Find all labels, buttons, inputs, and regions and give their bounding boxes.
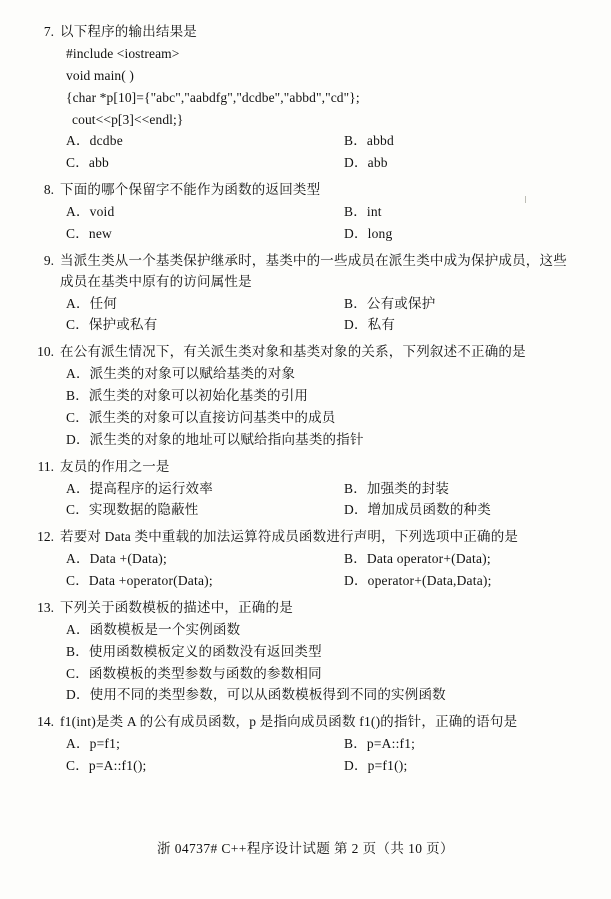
question-9-header bbox=[34, 251, 577, 293]
question-11-number: 11. bbox=[37, 458, 54, 474]
option-a-text: 提高程序的运行效率 bbox=[89, 480, 213, 496]
question-14-number: 14. bbox=[37, 714, 54, 730]
option-a-label: A． bbox=[66, 366, 90, 382]
option-a-text: dcdbe bbox=[89, 133, 123, 149]
option-d[interactable] bbox=[66, 429, 577, 451]
question-12-stem: 若要对 Data 类中重载的加法运算符成员函数进行声明，下列选项中正确的是 bbox=[60, 529, 519, 545]
option-c-label: C． bbox=[66, 573, 89, 589]
option-c-text: 派生类的对象可以直接访问基类中的成员 bbox=[88, 409, 336, 425]
option-b-text: 加强类的封装 bbox=[366, 480, 450, 496]
option-a-text: 函数模板是一个实例函数 bbox=[89, 621, 241, 637]
option-b[interactable] bbox=[344, 478, 449, 500]
option-b-text: 派生类的对象可以初始化基类的引用 bbox=[88, 388, 309, 404]
question-14-options bbox=[66, 733, 577, 777]
option-d-label: D． bbox=[344, 317, 368, 333]
question-8-number: 8. bbox=[43, 182, 54, 198]
option-c-text: p=A::f1(); bbox=[88, 758, 147, 774]
option-c-text: 保护或私有 bbox=[88, 317, 158, 333]
option-a-label: A． bbox=[66, 736, 90, 752]
option-d-label: D． bbox=[344, 502, 368, 518]
question-10-options bbox=[66, 363, 577, 450]
question-11-header bbox=[34, 457, 577, 478]
question-13-options bbox=[66, 619, 577, 706]
option-b[interactable] bbox=[344, 548, 491, 570]
question-10 bbox=[34, 342, 577, 450]
option-c-label: C． bbox=[66, 665, 89, 681]
option-c-label: C． bbox=[66, 155, 89, 171]
question-13-number: 13. bbox=[37, 599, 54, 615]
option-a[interactable] bbox=[66, 363, 577, 385]
option-row bbox=[66, 499, 577, 521]
question-9-options bbox=[66, 293, 577, 337]
option-b-label: B． bbox=[66, 388, 89, 404]
question-9 bbox=[34, 251, 577, 337]
question-14-stem: f1(int)是类 A 的公有成员函数，p 是指向成员函数 f1()的指针，正确的语句是 bbox=[60, 714, 518, 730]
option-d-label: D． bbox=[344, 155, 368, 171]
code-line: void main( ) bbox=[66, 67, 134, 83]
code-line: {char *p[10]={"abc","aabdfg","dcdbe","abbd","cd"}; bbox=[66, 89, 360, 105]
option-c[interactable] bbox=[66, 407, 577, 429]
question-8-options bbox=[66, 201, 577, 245]
option-b[interactable] bbox=[344, 293, 435, 315]
option-c[interactable] bbox=[66, 499, 344, 521]
question-7-number: 7. bbox=[43, 24, 54, 39]
option-row bbox=[66, 548, 577, 570]
option-a[interactable] bbox=[66, 201, 344, 223]
option-row bbox=[66, 223, 577, 245]
option-b-label: B． bbox=[344, 204, 367, 219]
question-11-options bbox=[66, 478, 577, 522]
question-10-header bbox=[34, 342, 577, 363]
option-b-label: B． bbox=[344, 480, 367, 496]
question-12-header bbox=[34, 527, 577, 548]
option-c[interactable] bbox=[66, 663, 577, 685]
question-7 bbox=[34, 22, 577, 174]
option-d-text: abb bbox=[367, 155, 388, 171]
option-d-text: 私有 bbox=[367, 317, 396, 333]
option-c-text: 实现数据的隐蔽性 bbox=[88, 502, 199, 518]
question-7-stem: 以下程序的输出结果是 bbox=[60, 24, 197, 39]
option-row bbox=[66, 570, 577, 592]
option-b-label: B． bbox=[344, 736, 367, 752]
option-b-text: p=A::f1; bbox=[366, 736, 416, 752]
option-a-text: 任何 bbox=[89, 295, 118, 311]
option-d-text: long bbox=[367, 225, 393, 241]
option-d-label: D． bbox=[344, 225, 368, 241]
question-9-stem: 当派生类从一个基类保护继承时，基类中的一些成员在派生类中成为保护成员，这些成员在基类中原有的访问属性是 bbox=[60, 252, 567, 289]
option-d-text: 增加成员函数的种类 bbox=[367, 502, 491, 518]
question-13 bbox=[34, 598, 577, 706]
question-9-number: 9. bbox=[43, 252, 54, 268]
option-d-text: operator+(Data,Data); bbox=[367, 573, 492, 589]
option-row bbox=[66, 201, 577, 223]
option-d[interactable] bbox=[344, 314, 395, 336]
option-c[interactable] bbox=[66, 570, 344, 592]
option-d[interactable] bbox=[344, 755, 407, 777]
option-a-label: A． bbox=[66, 133, 90, 149]
option-a[interactable] bbox=[66, 478, 344, 500]
option-b[interactable] bbox=[66, 385, 577, 407]
question-14-header bbox=[34, 712, 577, 733]
option-c-text: 函数模板的类型参数与函数的参数相同 bbox=[88, 665, 322, 681]
option-b-text: Data operator+(Data); bbox=[366, 551, 491, 567]
option-c-label: C． bbox=[66, 225, 89, 241]
option-a[interactable] bbox=[66, 619, 577, 641]
option-d-text: 派生类的对象的地址可以赋给指向基类的指针 bbox=[89, 431, 364, 447]
option-d-label: D． bbox=[66, 687, 90, 703]
option-a-label: A． bbox=[66, 621, 90, 637]
option-d[interactable] bbox=[66, 684, 577, 706]
page-margin-tick bbox=[525, 196, 526, 203]
question-7-options bbox=[66, 130, 577, 174]
question-10-number: 10. bbox=[37, 344, 54, 360]
question-13-header bbox=[34, 598, 577, 619]
option-a[interactable] bbox=[66, 293, 344, 315]
option-a[interactable] bbox=[66, 548, 344, 570]
code-line: cout<<p[3]<<endl;} bbox=[72, 111, 184, 127]
option-b-label: B． bbox=[66, 643, 89, 659]
option-row bbox=[66, 733, 577, 755]
option-c-label: C． bbox=[66, 758, 89, 774]
option-row bbox=[66, 755, 577, 777]
option-a-label: A． bbox=[66, 204, 90, 219]
option-b[interactable] bbox=[344, 733, 415, 755]
option-a-text: void bbox=[89, 204, 115, 219]
option-d[interactable] bbox=[344, 223, 392, 245]
option-row bbox=[66, 478, 577, 500]
option-a[interactable] bbox=[66, 733, 344, 755]
option-b-label: B． bbox=[344, 295, 367, 311]
option-b[interactable] bbox=[344, 130, 394, 152]
option-d-text: 使用不同的类型参数，可以从函数模板得到不同的实例函数 bbox=[89, 687, 446, 703]
option-a-text: 派生类的对象可以赋给基类的对象 bbox=[89, 366, 296, 382]
question-7-header bbox=[34, 22, 577, 43]
option-a-label: A． bbox=[66, 480, 90, 496]
option-c-label: C． bbox=[66, 409, 89, 425]
question-11 bbox=[34, 457, 577, 522]
option-c-text: new bbox=[88, 225, 112, 241]
question-8 bbox=[34, 180, 577, 245]
option-b-label: B． bbox=[344, 133, 367, 149]
option-d-label: D． bbox=[66, 431, 90, 447]
option-c[interactable] bbox=[66, 223, 344, 245]
option-d[interactable] bbox=[344, 570, 492, 592]
option-a-text: p=f1; bbox=[89, 736, 121, 752]
option-c-label: C． bbox=[66, 502, 89, 518]
question-11-stem: 友员的作用之一是 bbox=[60, 458, 170, 474]
option-a[interactable] bbox=[66, 130, 344, 152]
option-d-label: D． bbox=[344, 573, 368, 589]
option-b[interactable] bbox=[66, 641, 577, 663]
question-12 bbox=[34, 527, 577, 592]
option-b-text: int bbox=[366, 204, 382, 219]
question-8-stem: 下面的哪个保留字不能作为函数的返回类型 bbox=[60, 182, 321, 198]
code-line: #include <iostream> bbox=[66, 45, 180, 61]
question-12-number: 12. bbox=[37, 529, 54, 545]
question-8-header bbox=[34, 180, 577, 201]
option-d-text: p=f1(); bbox=[367, 758, 408, 774]
question-13-stem: 下列关于函数模板的描述中，正确的是 bbox=[60, 599, 293, 615]
question-14 bbox=[34, 712, 577, 777]
option-b-text: abbd bbox=[366, 133, 394, 149]
option-b-text: 公有或保护 bbox=[366, 295, 436, 311]
option-row bbox=[66, 130, 577, 152]
option-a-text: Data +(Data); bbox=[89, 551, 167, 567]
option-a-label: A． bbox=[66, 295, 90, 311]
option-c[interactable] bbox=[66, 755, 344, 777]
page-footer: 浙 04737# C++程序设计试题 第 2 页（共 10 页） bbox=[157, 841, 454, 856]
question-12-options bbox=[66, 548, 577, 592]
option-d-label: D． bbox=[344, 758, 368, 774]
option-c[interactable] bbox=[66, 314, 344, 336]
option-c-text: abb bbox=[88, 155, 109, 171]
option-c-text: Data +operator(Data); bbox=[88, 573, 213, 589]
option-row bbox=[66, 293, 577, 315]
option-d[interactable] bbox=[344, 152, 388, 174]
option-c[interactable] bbox=[66, 152, 344, 174]
option-a-label: A． bbox=[66, 551, 90, 567]
option-b[interactable] bbox=[344, 201, 382, 223]
question-7-code bbox=[66, 43, 577, 130]
option-row bbox=[66, 314, 577, 336]
option-b-text: 使用函数模板定义的函数没有返回类型 bbox=[88, 643, 322, 659]
option-row bbox=[66, 152, 577, 174]
option-d[interactable] bbox=[344, 499, 491, 521]
option-b-label: B． bbox=[344, 551, 367, 567]
question-10-stem: 在公有派生情况下，有关派生类对象和基类对象的关系，下列叙述不正确的是 bbox=[60, 344, 526, 360]
option-c-label: C． bbox=[66, 317, 89, 333]
